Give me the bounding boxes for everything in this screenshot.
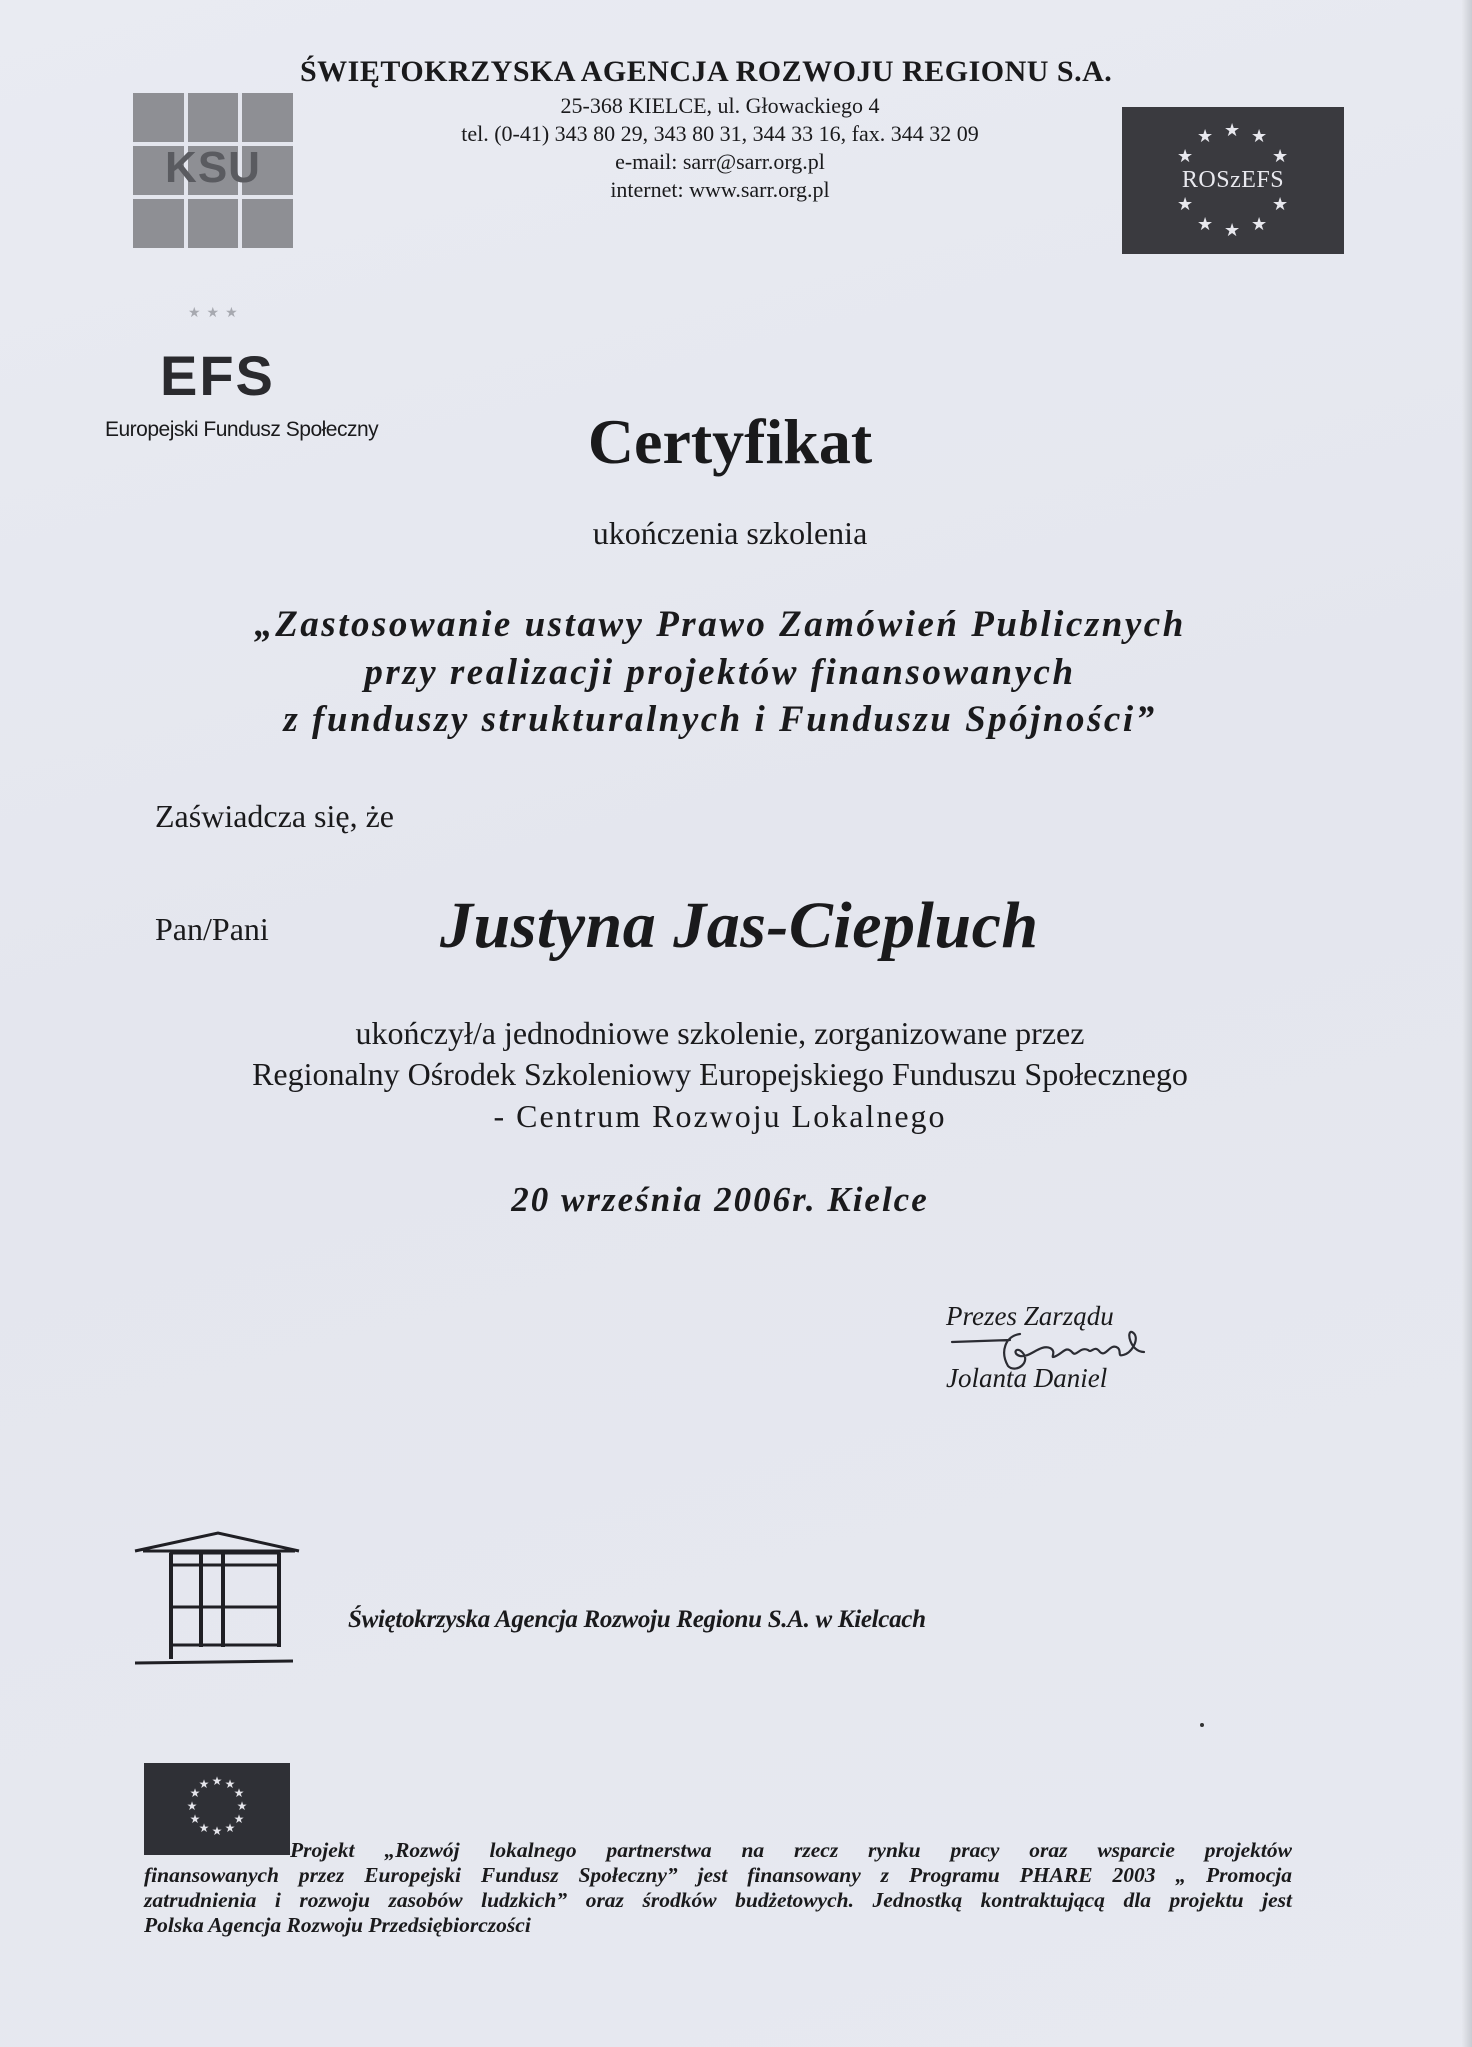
svg-text:★: ★ xyxy=(198,1821,210,1835)
org-phone: tel. (0-41) 343 80 29, 343 80 31, 344 33 16, fax. 344 32 09 xyxy=(461,121,979,146)
ink-dot xyxy=(1200,1723,1204,1727)
efs-caption: Europejski Fundusz Społeczny xyxy=(105,418,379,441)
svg-text:★: ★ xyxy=(211,1824,223,1838)
salutation: Pan/Pani xyxy=(155,911,269,947)
signatory-role: Prezes Zarządu xyxy=(946,1301,1114,1331)
star-icon: ★ xyxy=(1177,194,1194,214)
ksu-logo xyxy=(133,93,293,248)
star-icon: ★ xyxy=(1251,126,1268,146)
signatory-name: Jolanta Daniel xyxy=(946,1363,1108,1393)
svg-text:★: ★ xyxy=(186,1799,198,1813)
star-icon: ★ xyxy=(1177,146,1194,166)
efs-logo: EFS xyxy=(160,344,275,407)
recipient-name: Justyna Jas-Ciepluch xyxy=(440,889,1039,962)
course-title-line: przy realizacji projektów finansowanych xyxy=(364,652,1076,693)
date-place: 20 września 2006r. Kielce xyxy=(511,1180,929,1219)
certificate-subtitle: ukończenia szkolenia xyxy=(592,515,868,551)
footnote-line: Projekt „Rozwój lokalnego partnerstwa na rzecz rynku pracy oraz wsparcie projektów xyxy=(290,1838,1292,1862)
svg-text:★: ★ xyxy=(236,1799,248,1813)
star-icon: ★ xyxy=(1272,146,1289,166)
star-icon: ★ xyxy=(1197,214,1214,234)
org-website: internet: www.sarr.org.pl xyxy=(610,177,830,202)
ksu-logo-text: KSU xyxy=(165,143,261,192)
svg-text:★: ★ xyxy=(189,1786,201,1800)
org-email: e-mail: sarr@sarr.org.pl xyxy=(615,149,825,174)
svg-text:★: ★ xyxy=(233,1786,245,1800)
org-address: 25-368 KIELCE, ul. Głowackiego 4 xyxy=(560,93,880,118)
project-footnote xyxy=(144,1838,1292,1938)
svg-text:★: ★ xyxy=(198,1777,210,1791)
paper-edge-shadow xyxy=(1462,0,1472,2047)
svg-text:★: ★ xyxy=(224,1821,236,1835)
sarr-house-logo xyxy=(133,1527,303,1667)
course-title-line: z funduszy strukturalnych i Funduszu Spójności” xyxy=(283,699,1157,740)
footnote-line: finansowanych przez Europejski Fundusz Społeczny” jest finansowany z Programu PHARE 2003 „ Promocja xyxy=(144,1863,1292,1887)
efs-stars-icon: ★★★ xyxy=(188,306,244,321)
completion-text-line: Regionalny Ośrodek Szkoleniowy Europejskiego Funduszu Społecznego xyxy=(252,1056,1188,1092)
star-icon: ★ xyxy=(1197,126,1214,146)
svg-text:★: ★ xyxy=(189,1812,201,1826)
completion-text-line: - Centrum Rozwoju Lokalnego xyxy=(493,1098,947,1134)
star-icon: ★ xyxy=(1224,220,1241,240)
roszefs-logo-text: ROSzEFS xyxy=(1181,167,1285,193)
star-icon: ★ xyxy=(1251,214,1268,234)
svg-text:★: ★ xyxy=(233,1812,245,1826)
svg-text:★: ★ xyxy=(224,1777,236,1791)
certifies-text: Zaświadcza się, że xyxy=(155,798,394,834)
course-title-line: „Zastosowanie ustawy Prawo Zamówień Publicznych xyxy=(254,604,1186,645)
svg-text:★: ★ xyxy=(211,1774,223,1788)
star-icon: ★ xyxy=(1272,194,1289,214)
footnote-line: Polska Agencja Rozwoju Przedsiębiorczości xyxy=(144,1913,531,1937)
org-name: ŚWIĘTOKRZYSKA AGENCJA ROZWOJU REGIONU S.A. xyxy=(300,55,1113,88)
roszefs-logo xyxy=(1122,107,1344,254)
sarr-full-name: Świętokrzyska Agencja Rozwoju Regionu S.A. w Kielcach xyxy=(348,1606,926,1633)
footnote-line: zatrudnienia i rozwoju zasobów ludzkich” oraz środków budżetowych. Jednostką kontraktującą dla projektu jest xyxy=(144,1888,1292,1912)
completion-text-line: ukończył/a jednodniowe szkolenie, zorganizowane przez xyxy=(355,1015,1085,1051)
star-icon: ★ xyxy=(1224,120,1241,140)
certificate-title: Certyfikat xyxy=(587,406,873,477)
